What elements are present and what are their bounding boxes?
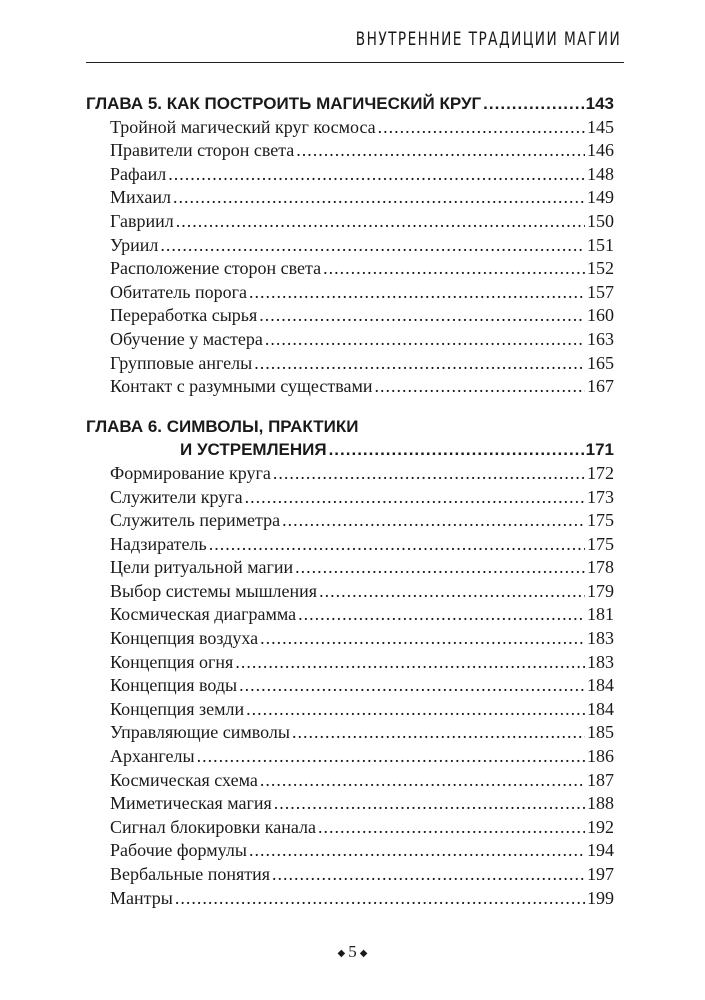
toc-entry-title: Уриил — [110, 234, 159, 255]
toc-entry[interactable] — [86, 556, 614, 580]
leader-dots — [295, 556, 585, 580]
leader-dots — [249, 281, 585, 305]
toc-entry-page: 181 — [587, 604, 614, 625]
toc-entry-title: Служители круга — [110, 486, 243, 507]
leader-dots — [259, 304, 585, 328]
running-header — [86, 28, 624, 50]
toc-entry[interactable] — [86, 887, 614, 911]
toc-entry-page: 148 — [587, 163, 614, 184]
toc-entry[interactable] — [86, 603, 614, 627]
leader-dots — [298, 603, 585, 627]
page-folio — [0, 942, 705, 962]
toc-entry-page: 194 — [587, 840, 614, 861]
toc-entry-page: 145 — [587, 116, 614, 137]
chapter-title-line2: И УСТРЕМЛЕНИЯ — [180, 440, 327, 460]
leader-dots — [197, 745, 585, 769]
leader-dots — [260, 769, 585, 793]
toc-entry[interactable] — [86, 651, 614, 675]
toc-entry-title: Выбор системы мышления — [110, 580, 318, 601]
toc-entry-title: Групповые ангелы — [110, 352, 253, 373]
toc-entry-page: 175 — [587, 510, 614, 531]
toc-entry-title: Миметическая магия — [110, 793, 272, 814]
toc-entry-title: Концепция огня — [110, 651, 234, 672]
leader-dots — [249, 839, 585, 863]
toc-entry-title: Концепция воды — [110, 675, 238, 696]
toc-entry-title: Концепция воздуха — [110, 628, 259, 649]
toc-entry[interactable] — [86, 533, 614, 557]
leader-dots — [175, 887, 585, 911]
toc-entry-page: 160 — [587, 305, 614, 326]
toc-entry-page: 199 — [587, 887, 614, 908]
toc-entry[interactable] — [86, 352, 614, 376]
toc-entry[interactable] — [86, 792, 614, 816]
toc-entry[interactable] — [86, 698, 614, 722]
toc-entry-title: Расположение сторон света — [110, 258, 322, 279]
leader-dots — [265, 328, 585, 352]
toc-entry-page: 151 — [587, 234, 614, 255]
toc-entry-title: Космическая диаграмма — [110, 604, 297, 625]
toc-entry[interactable] — [86, 462, 614, 486]
toc-entry-page: 178 — [587, 557, 614, 578]
chapter-title: ГЛАВА 5. КАК ПОСТРОИТЬ МАГИЧЕСКИЙ КРУГ — [86, 94, 482, 113]
toc-entry-page: 173 — [587, 486, 614, 507]
leader-dots — [235, 651, 585, 675]
toc-entry-title: Цели ритуальной магии — [110, 557, 294, 578]
toc-entry[interactable] — [86, 234, 614, 258]
header-rule — [86, 62, 624, 63]
toc-entry[interactable] — [86, 745, 614, 769]
toc-entry-page: 192 — [587, 816, 614, 837]
leader-dots — [292, 721, 585, 745]
toc-entry-title: Правители сторон света — [110, 140, 295, 161]
toc-chapter-6-title-line1[interactable]: ГЛАВА 6. СИМВОЛЫ, ПРАКТИКИ — [86, 416, 359, 436]
toc-entry[interactable] — [86, 509, 614, 533]
toc-chapter-5[interactable] — [86, 92, 614, 116]
toc-entry-page: 186 — [587, 746, 614, 767]
leader-dots — [173, 186, 585, 210]
leader-dots — [483, 92, 583, 116]
toc-entry-title: Переработка сырья — [110, 305, 258, 326]
toc-entry[interactable] — [86, 580, 614, 604]
toc-entry[interactable] — [86, 163, 614, 187]
toc-entry[interactable] — [86, 257, 614, 281]
toc-entry[interactable] — [86, 627, 614, 651]
chapter-5-sections — [86, 116, 614, 399]
toc-entry-page: 188 — [587, 793, 614, 814]
chapter-page: 143 — [585, 94, 614, 113]
toc-entry-page: 157 — [587, 281, 614, 302]
toc-entry[interactable] — [86, 304, 614, 328]
toc-entry[interactable] — [86, 816, 614, 840]
leader-dots — [323, 257, 585, 281]
leader-dots — [176, 210, 585, 234]
leader-dots — [272, 863, 585, 887]
toc-entry-page: 152 — [587, 258, 614, 279]
toc-entry-page: 165 — [587, 352, 614, 373]
toc-entry-page: 167 — [587, 376, 614, 397]
leader-dots — [260, 627, 585, 651]
toc-entry-title: Архангелы — [110, 746, 195, 767]
leader-dots — [296, 139, 585, 163]
leader-dots — [375, 375, 586, 399]
leader-dots — [318, 816, 585, 840]
toc-entry-title: Служитель периметра — [110, 510, 281, 531]
leader-dots — [209, 533, 585, 557]
chapter-gap — [86, 399, 614, 415]
leader-dots — [378, 116, 585, 140]
toc-entry-title: Контакт с разумными существами — [110, 376, 373, 397]
chapter-6-sections — [86, 462, 614, 910]
toc-entry-title: Концепция земли — [110, 698, 245, 719]
chapter-page: 171 — [585, 440, 614, 460]
toc-entry-title: Формирование круга — [110, 462, 271, 483]
toc-entry-title: Сигнал блокировки канала — [110, 816, 316, 837]
toc-entry-page: 149 — [587, 187, 614, 208]
toc-entry-title: Управляющие символы — [110, 722, 290, 743]
toc-entry[interactable] — [86, 769, 614, 793]
toc-entry-title: Рабочие формулы — [110, 840, 247, 861]
toc-entry[interactable] — [86, 139, 614, 163]
toc-entry[interactable] — [86, 486, 614, 510]
toc-entry[interactable] — [86, 328, 614, 352]
toc-entry[interactable] — [86, 863, 614, 887]
toc-entry-title: Тройной магический круг космоса — [110, 116, 376, 137]
toc-entry-page: 163 — [587, 328, 614, 349]
toc-chapter-6[interactable] — [86, 438, 614, 462]
leader-dots — [246, 698, 585, 722]
leader-dots — [239, 674, 585, 698]
running-header-title: ВНУТРЕННИЕ ТРАДИЦИИ МАГИИ — [355, 28, 622, 50]
toc-entry[interactable] — [86, 210, 614, 234]
toc-entry[interactable] — [86, 375, 614, 399]
toc-entry-title: Рафаил — [110, 163, 167, 184]
folio-ornament-right-icon: ◆ — [359, 947, 368, 959]
toc-entry-title: Гавриил — [110, 210, 174, 231]
leader-dots — [274, 792, 585, 816]
toc-entry-page: 184 — [587, 698, 614, 719]
toc-entry-page: 183 — [587, 651, 614, 672]
leader-dots — [329, 438, 584, 462]
toc-entry-title: Обучение у мастера — [110, 328, 263, 349]
leader-dots — [254, 352, 585, 376]
toc-entry-page: 146 — [587, 140, 614, 161]
toc-entry[interactable] — [86, 674, 614, 698]
toc-entry[interactable] — [86, 839, 614, 863]
toc-entry-title: Надзиратель — [110, 533, 207, 554]
folio-ornament-left-icon: ◆ — [337, 947, 346, 959]
toc-entry-page: 172 — [587, 462, 614, 483]
toc-entry[interactable] — [86, 116, 614, 140]
toc-entry-page: 179 — [587, 580, 614, 601]
leader-dots — [245, 486, 585, 510]
table-of-contents — [86, 92, 614, 910]
toc-entry-page: 183 — [587, 628, 614, 649]
toc-entry-page: 185 — [587, 722, 614, 743]
toc-entry-title: Михаил — [110, 187, 172, 208]
leader-dots — [168, 163, 585, 187]
toc-entry-title: Обитатель порога — [110, 281, 247, 302]
toc-entry-page: 197 — [587, 864, 614, 884]
toc-entry-page: 184 — [587, 675, 614, 696]
toc-entry[interactable] — [86, 186, 614, 210]
folio-number: 5 — [348, 942, 357, 961]
leader-dots — [319, 580, 585, 604]
toc-entry-page: 187 — [587, 769, 614, 790]
toc-entry-page: 175 — [587, 533, 614, 554]
toc-entry-title: Космическая схема — [110, 769, 258, 790]
toc-entry-title: Вербальные понятия — [110, 864, 271, 884]
toc-entry[interactable] — [86, 281, 614, 305]
toc-entry-page: 150 — [587, 210, 614, 231]
toc-entry-title: Мантры — [110, 887, 173, 908]
leader-dots — [273, 462, 585, 486]
toc-entry[interactable] — [86, 721, 614, 745]
leader-dots — [282, 509, 585, 533]
leader-dots — [160, 234, 585, 258]
